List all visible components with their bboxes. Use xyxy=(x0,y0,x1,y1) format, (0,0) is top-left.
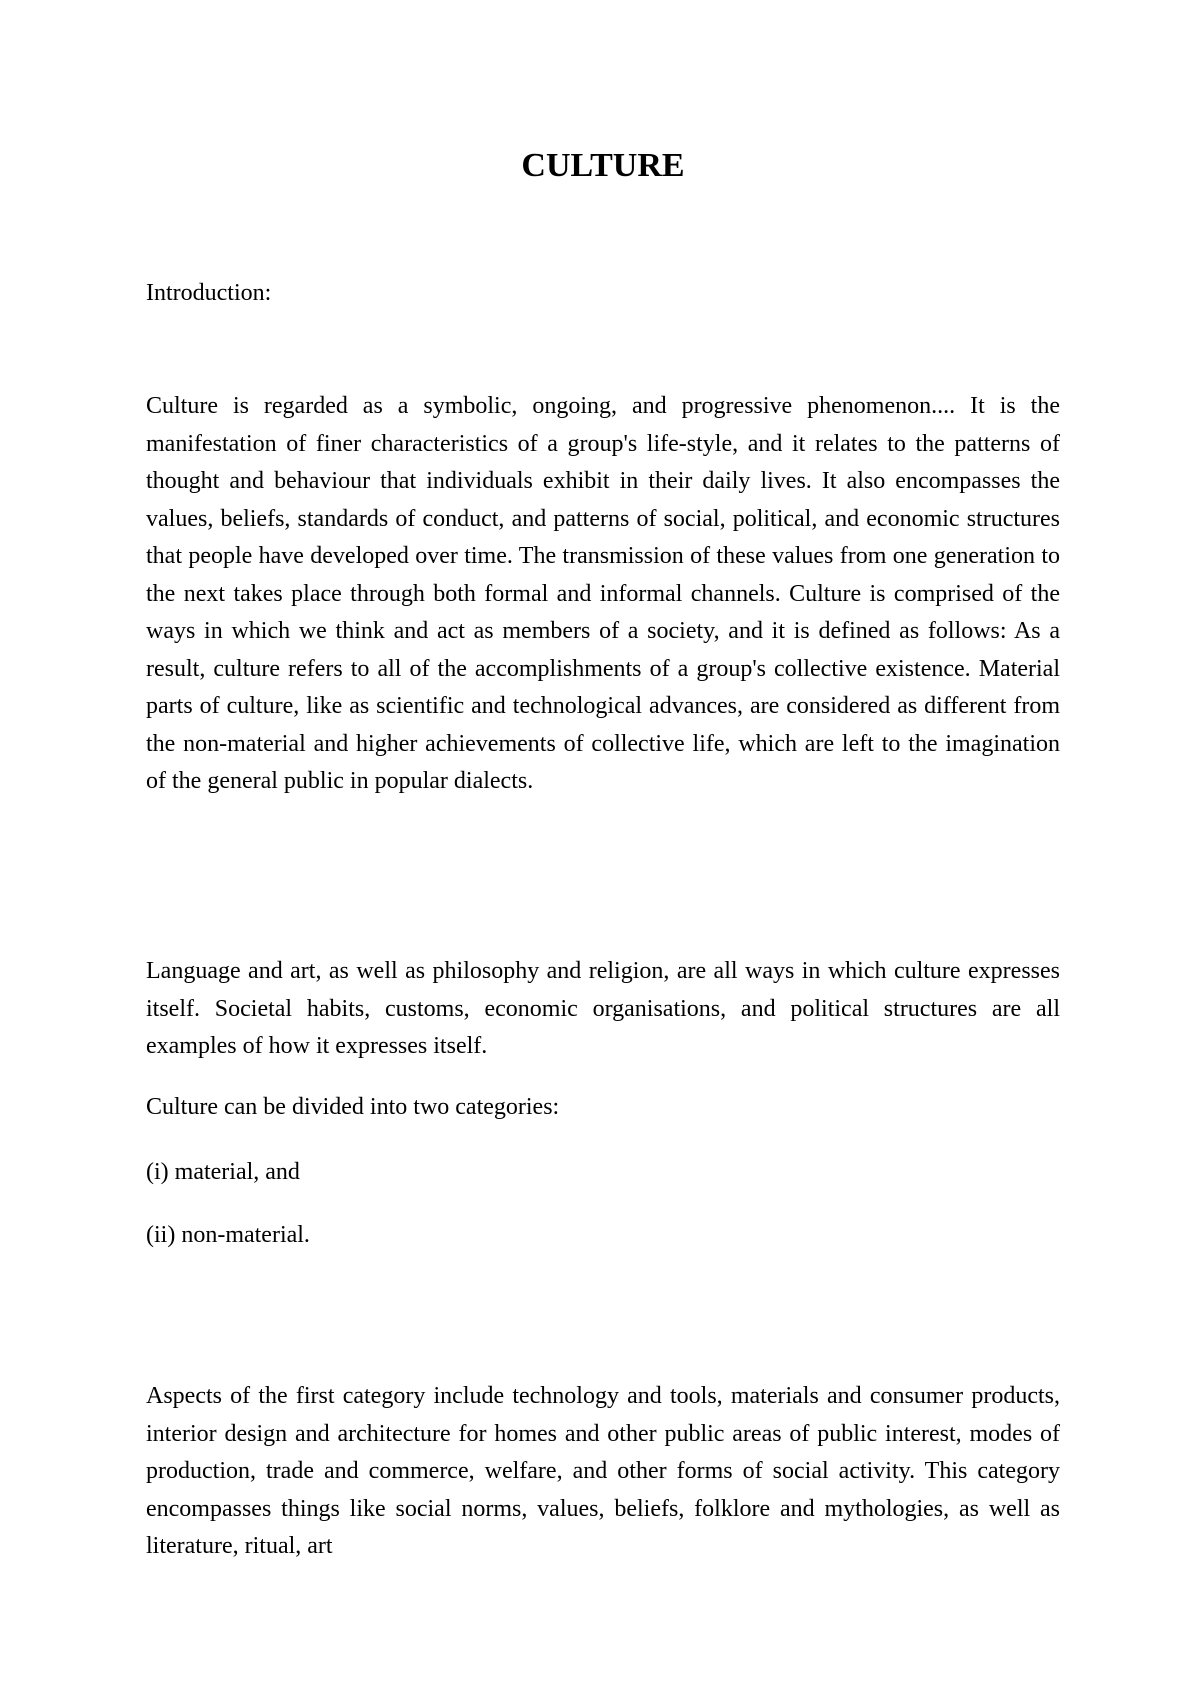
first-category-paragraph: Aspects of the first category include technology and tools, materials and consumer products, interior design and architecture for homes and other public areas of public interest, modes of production, trade and commerce, welfare, and other forms of social activity. This category encompasses things like social norms, values, beliefs, folklore and mythologies, as well as literature, ritual, art xyxy=(146,1383,1060,1559)
intro-paragraph: Culture is regarded as a symbolic, ongoing, and progressive phenomenon.... It is the manifestation of finer characteristics of a group's life-style, and it relates to the patterns of thought and behaviour that individuals exhibit in their daily lives. It also encompasses the values, beliefs, standards of conduct, and patterns of social, political, and economic structures that people have developed over time. The transmission of these values from one generation to the next takes place through both formal and informal channels. Culture is comprised of the ways in which we think and act as members of a society, and it is defined as follows: As a result, culture refers to all of the accomplishments of a group's collective existence. Material parts of culture, like as scientific and technological advances, are considered as different from the non-material and higher achievements of collective life, which are left to the imagination of the general public in popular dialects. xyxy=(146,393,1060,794)
category-non-material: (ii) non-material. xyxy=(146,1222,310,1248)
page-title: CULTURE xyxy=(521,147,685,184)
category-material: (i) material, and xyxy=(146,1159,300,1185)
expression-paragraph: Language and art, as well as philosophy and religion, are all ways in which culture expresses itself. Societal habits, customs, economic organisations, and political structures are all examples of how it expresses itself. xyxy=(146,958,1060,1059)
categories-intro: Culture can be divided into two categories: xyxy=(146,1094,560,1120)
intro-heading: Introduction: xyxy=(146,280,272,306)
